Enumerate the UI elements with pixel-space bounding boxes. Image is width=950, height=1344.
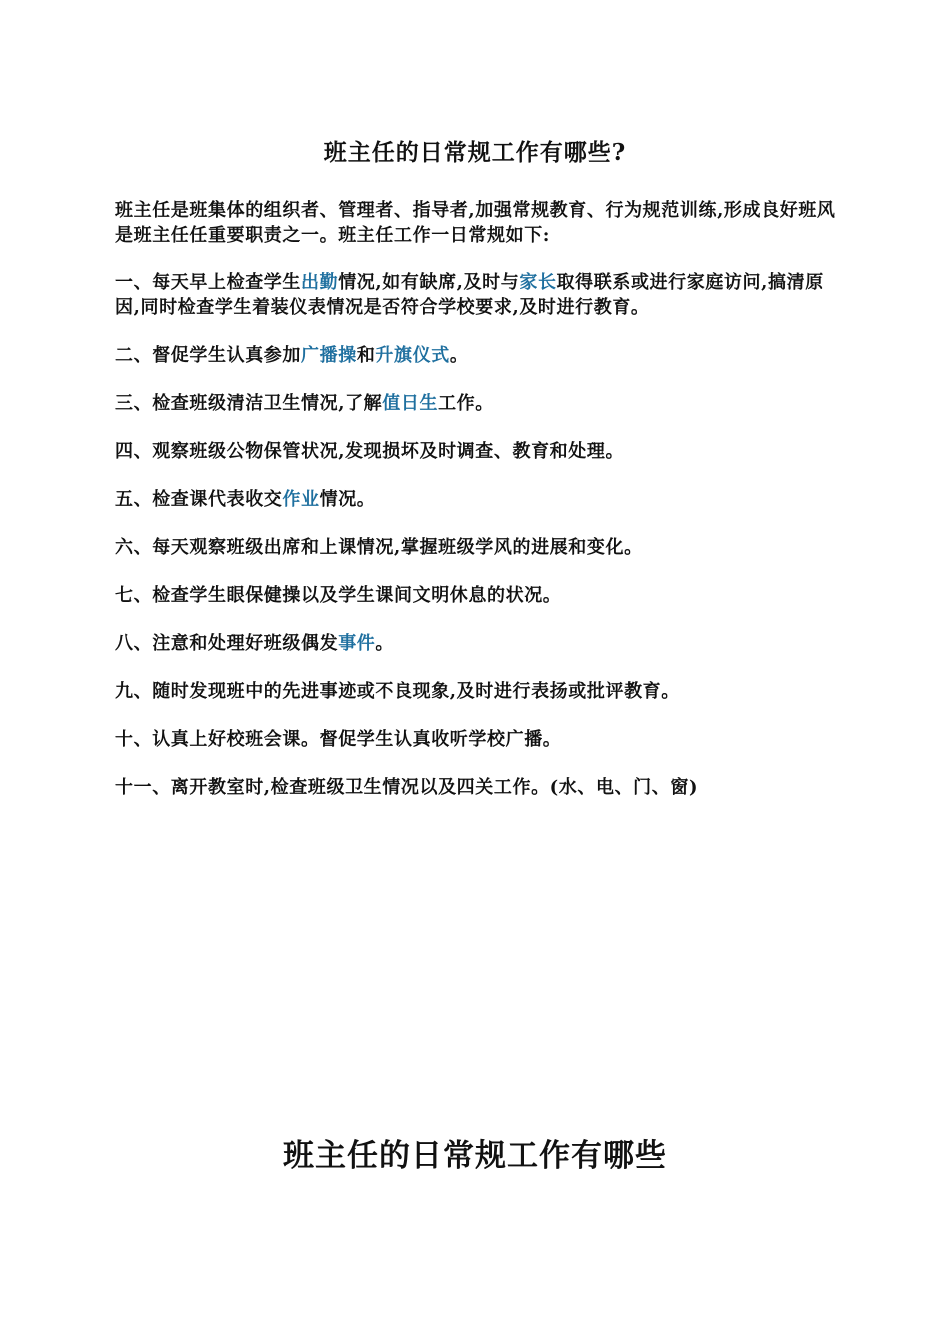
link-broadcast-exercise[interactable]: 广播操 bbox=[301, 345, 357, 366]
page-title: 班主任的日常规工作有哪些? bbox=[323, 139, 627, 166]
link-homework[interactable]: 作业 bbox=[282, 489, 320, 510]
list-item: 二、督促学生认真参加广播操和升旗仪式。 bbox=[115, 345, 469, 366]
list-item: 一、每天早上检查学生出勤情况,如有缺席,及时与家长取得联系或进行家庭访问,搞清原因,同时检查学生着装仪表情况是否符合学校要求,及时进行教育。 bbox=[115, 272, 824, 318]
list-item: 三、检查班级清洁卫生情况,了解值日生工作。 bbox=[115, 393, 494, 414]
list-item: 十、认真上好校班会课。督促学生认真收听学校广播。 bbox=[115, 729, 562, 750]
link-parents[interactable]: 家长 bbox=[519, 272, 557, 293]
link-duty-student[interactable]: 值日生 bbox=[382, 393, 439, 414]
list-item: 四、观察班级公物保管状况,发现损坏及时调查、教育和处理。 bbox=[115, 441, 625, 462]
intro-paragraph: 班主任是班集体的组织者、管理者、指导者,加强常规教育、行为规范训练,形成良好班风是班主任任重要职责之一。班主任工作一日常规如下: bbox=[115, 200, 836, 246]
document-body bbox=[115, 198, 840, 823]
list-item: 七、检查学生眼保健操以及学生课间文明休息的状况。 bbox=[115, 585, 562, 606]
link-incident[interactable]: 事件 bbox=[338, 633, 376, 654]
link-attendance[interactable]: 出勤 bbox=[301, 272, 339, 293]
list-item: 五、检查课代表收交作业情况。 bbox=[115, 489, 376, 510]
link-flag-ceremony[interactable]: 升旗仪式 bbox=[375, 345, 450, 366]
list-item: 九、随时发现班中的先进事迹或不良现象,及时进行表扬或批评教育。 bbox=[115, 681, 680, 702]
list-item: 八、注意和处理好班级偶发事件。 bbox=[115, 633, 395, 654]
bottom-title: 班主任的日常规工作有哪些 bbox=[283, 1138, 667, 1174]
list-item: 六、每天观察班级出席和上课情况,掌握班级学风的进展和变化。 bbox=[115, 537, 643, 558]
list-item: 十一、离开教室时,检查班级卫生情况以及四关工作。(水、电、门、窗) bbox=[115, 777, 699, 798]
